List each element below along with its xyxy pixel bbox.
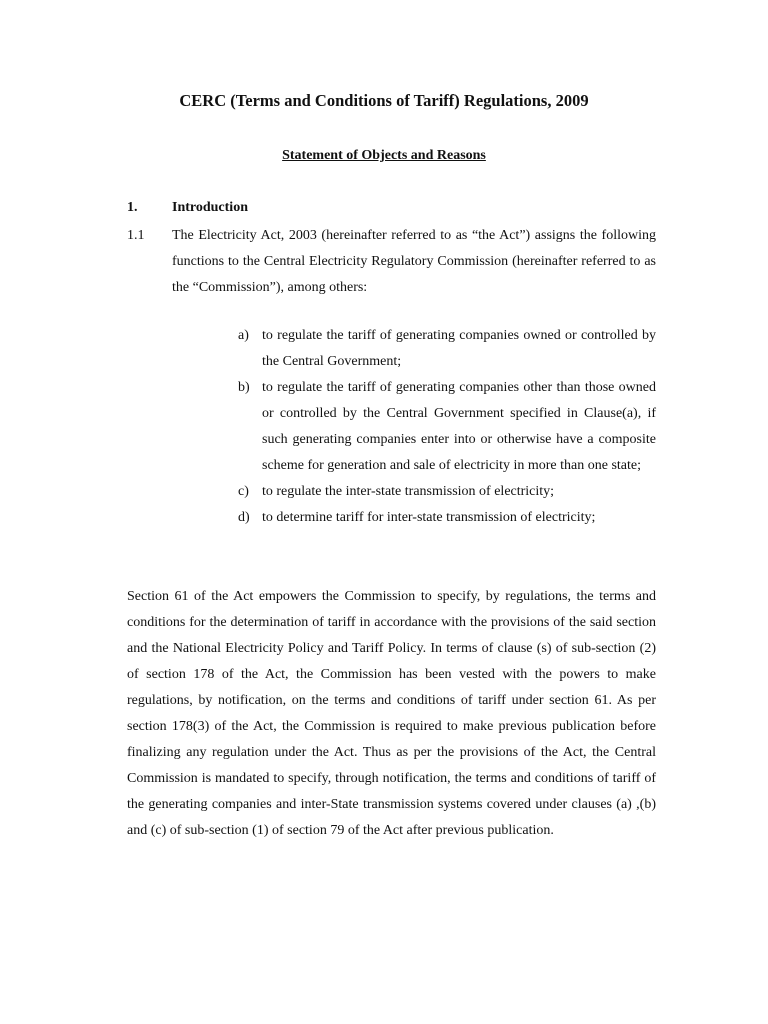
functions-list: [238, 323, 656, 531]
list-item-text: to regulate the tariff of generating companies other than those owned or controlled by the Central Government specified in Clause(a), if such generating companies enter into or otherwise have a composite scheme for generation and sale of electricity in more than one state;: [262, 380, 656, 473]
list-marker: b): [238, 380, 250, 395]
list-item: [238, 505, 656, 531]
paragraph-1-1: [127, 223, 656, 301]
list-marker: c): [238, 484, 249, 499]
paragraph-text: The Electricity Act, 2003 (hereinafter referred to as “the Act”) assigns the following functions to the Central Electricity Regulatory Commission (hereinafter referred to as the “Commission”), among others:: [172, 228, 656, 295]
body-paragraph: Section 61 of the Act empowers the Commission to specify, by regulations, the terms and conditions for the determination of tariff in accordance with the provisions of the said section and the National Electricity Policy and Tariff Policy. In terms of clause (s) of sub-section (2) of section 178 of the Act, the Commission has been vested with the powers to make regulations, by notification, on the terms and conditions of tariff under section 61. As per section 178(3) of the Act, the Commission is required to make previous publication before finalizing any regulation under the Act. Thus as per the provisions of the Act, the Central Commission is mandated to specify, through notification, the terms and conditions of tariff of the generating companies and inter-State transmission systems covered under clauses (a) ,(b) and (c) of sub-section (1) of section 79 of the Act after previous publication.: [127, 589, 656, 838]
section-title: Introduction: [172, 200, 248, 215]
section-number: 1.: [127, 200, 138, 215]
list-marker: a): [238, 328, 249, 343]
list-item: [238, 375, 656, 479]
document-subtitle: [0, 146, 768, 166]
document-title: CERC (Terms and Conditions of Tariff) Regulations, 2009: [179, 91, 589, 110]
subtitle-text: Statement of Objects and Reasons: [282, 148, 486, 163]
list-item-text: to determine tariff for inter-state transmission of electricity;: [262, 510, 596, 525]
list-item: [238, 479, 656, 505]
list-item-text: to regulate the inter-state transmission of electricity;: [262, 484, 555, 499]
list-item: [238, 323, 656, 375]
list-marker: d): [238, 510, 250, 525]
paragraph-number: 1.1: [127, 228, 145, 243]
list-item-text: to regulate the tariff of generating companies owned or controlled by the Central Government;: [262, 328, 656, 369]
